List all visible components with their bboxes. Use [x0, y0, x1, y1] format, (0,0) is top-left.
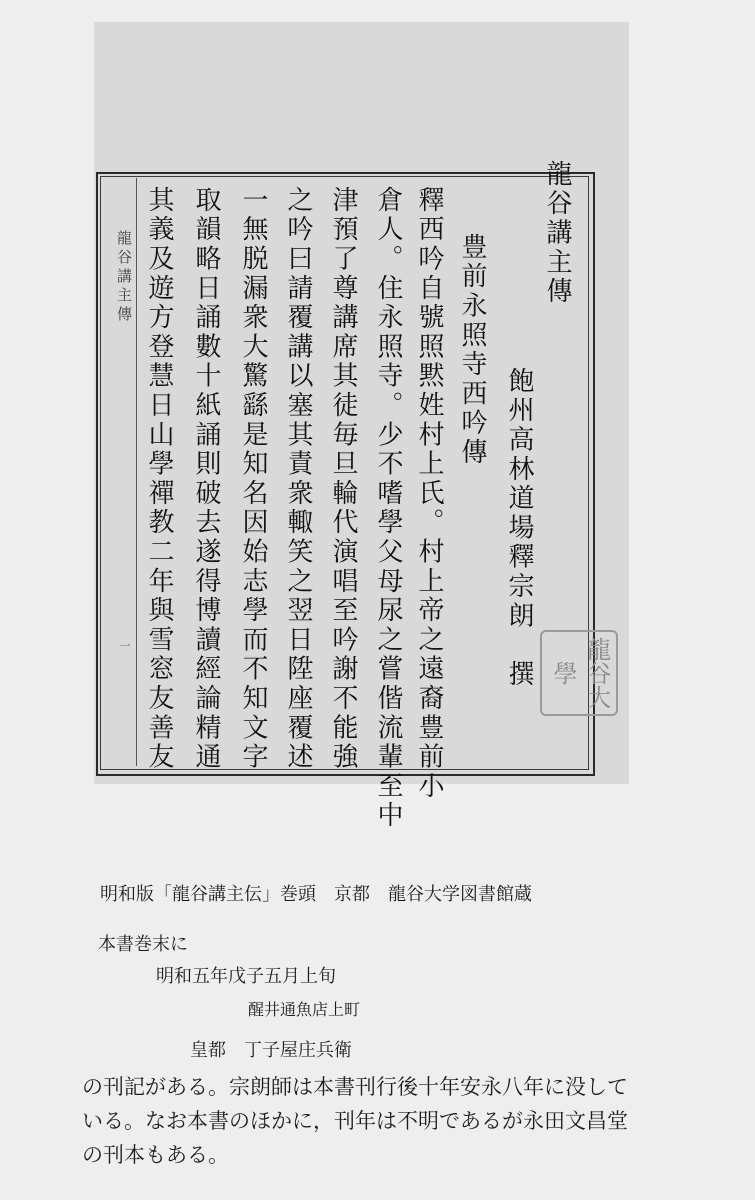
photo-caption: 明和版「龍谷講主伝」巻頭 京都 龍谷大学図書館蔵	[100, 884, 532, 905]
paragraph-line: いる。なお本書のほかに，刊年は不明であるが永田文昌堂	[82, 1109, 628, 1133]
paragraph-line: の刊本もある。	[82, 1143, 229, 1167]
body-column: 釋西吟自號照黙姓村上氏。村上帝之遠裔豊前小	[414, 186, 444, 802]
body-column: 倉人。住永照寺。少不嗜學父母尿之嘗偕流輩至中	[373, 186, 403, 831]
colophon-address: 醒井通魚店上町	[248, 1000, 361, 1019]
margin-label: 龍谷講主傳	[115, 230, 133, 325]
colophon-intro: 本書巻末に	[98, 934, 188, 955]
body-column: 其義及遊方登慧日山學禪教二年與雪窓友善友	[144, 186, 174, 772]
body-column: 一無脱漏衆大驚繇是知名因始志學而不知文字	[238, 186, 268, 772]
margin-folio: 一	[118, 640, 131, 651]
library-seal-stamp: 龍谷大學	[540, 630, 618, 716]
colophon-publisher: 皇都 丁子屋庄兵衛	[190, 1040, 352, 1061]
body-column: 之吟曰請覆講以塞其責衆輙笑之翌日陞座覆述	[283, 186, 313, 772]
colophon-date: 明和五年戊子五月上旬	[156, 966, 336, 987]
book-subject: 豊前永照寺西吟傳	[457, 233, 487, 468]
book-title: 龍谷講主傳	[542, 160, 572, 307]
body-column: 津預了尊講席其徒毎旦輪代演唱至吟謝不能強	[328, 186, 358, 772]
body-column: 取韻略日誦數十紙誦則破去遂得博讀經論精通	[191, 186, 221, 772]
book-author: 飽州高林道場釋宗朗 撰	[504, 367, 534, 690]
paragraph-line: の刊記がある。宗朗師は本書刊行後十年安永八年に没して	[82, 1075, 628, 1099]
